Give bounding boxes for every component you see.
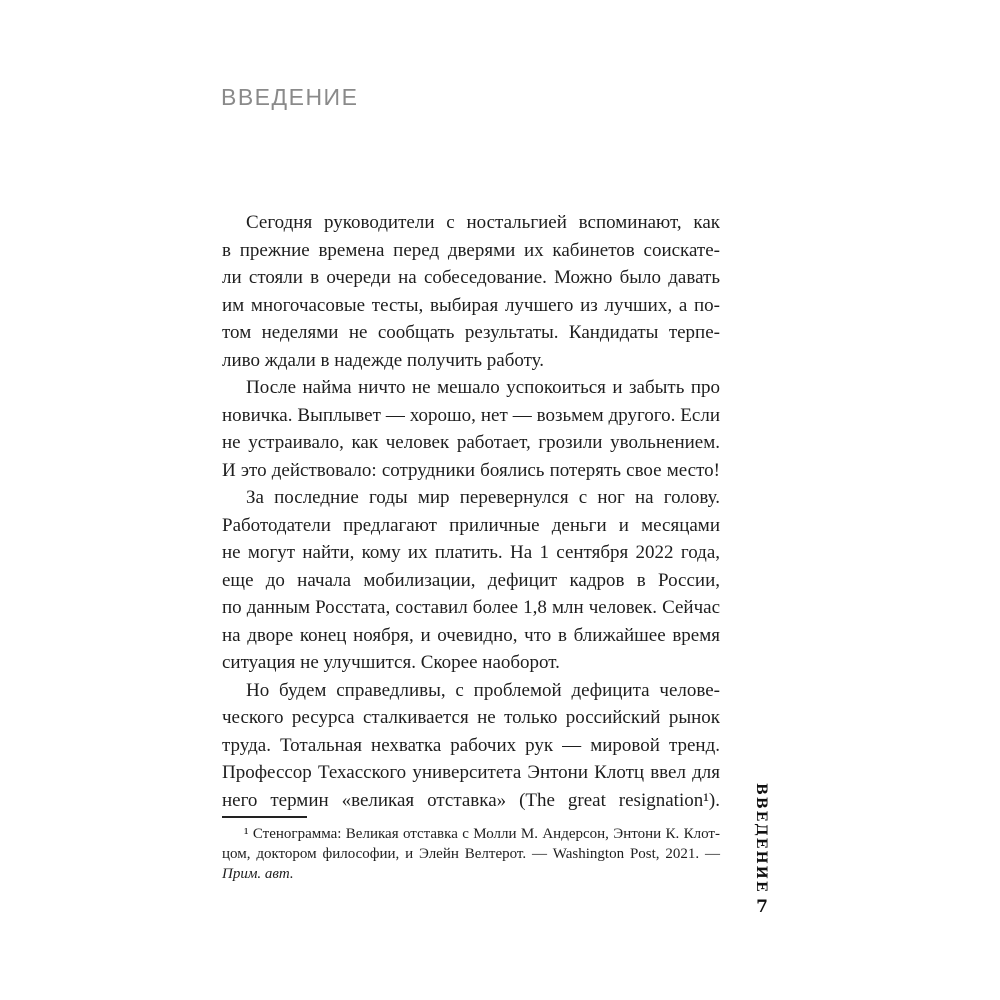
paragraph-line: Профессор Техасского университета Энтони Клотц ввел для xyxy=(222,762,720,783)
paragraph-line: не могут найти, кому их платить. На 1 сентября 2022 года, xyxy=(222,542,720,563)
paragraph-line: Сегодня руководители с ностальгией вспоминают, как xyxy=(246,212,720,233)
paragraph-line: в прежние времена перед дверями их кабинетов соискате- xyxy=(222,239,720,261)
footnote-line: цом, доктором философии, и Элейн Велтерот. — Washington Post, 2021. — xyxy=(222,846,720,862)
paragraph-line: За последние годы мир перевернулся с ног на голову. xyxy=(246,487,720,508)
paragraph-line: том неделями не сообщать результаты. Кандидаты терпе- xyxy=(222,322,720,343)
footnote-rule xyxy=(222,816,307,818)
paragraph-line: новичка. Выплывет — хорошо, нет — возьмем другого. Если xyxy=(222,404,720,426)
footnote-line: ¹ Стенограмма: Великая отставка с Молли М. Андерсон, Энтони К. Клот- xyxy=(244,826,720,842)
paragraph-line: него термин «великая отставка» (The great resignation¹). xyxy=(222,789,720,811)
paragraph-line: ситуация не улучшится. Скорее наоборот. xyxy=(222,652,560,673)
paragraph-line: труда. Тотальная нехватка рабочих рук — мировой тренд. xyxy=(222,734,720,756)
footnote-line: Прим. авт. xyxy=(222,866,294,882)
paragraph-line: ческого ресурса сталкивается не только российский рынок xyxy=(222,707,720,728)
paragraph-line: им многочасовые тесты, выбирая лучшего из лучших, а по- xyxy=(222,294,720,316)
chapter-heading: ВВЕДЕНИЕ xyxy=(221,84,359,110)
paragraph-line: на дворе конец ноября, и очевидно, что в ближайшее время xyxy=(222,624,720,646)
paragraph-line: После найма ничто не мешало успокоиться и забыть про xyxy=(246,377,720,398)
footnote xyxy=(222,816,720,884)
page-number: 7 xyxy=(756,897,768,917)
paragraph-line: не устраивало, как человек работает, грозили увольнением. xyxy=(222,432,720,453)
paragraph-line: по данным Росстата, составил более 1,8 млн человек. Сейчас xyxy=(222,597,720,618)
paragraph-line: Но будем справедливы, с проблемой дефицита челове- xyxy=(246,679,720,701)
margin-chapter-label: ВВЕДЕНИЕ xyxy=(753,783,769,894)
paragraph-line: еще до начала мобилизации, дефицит кадров в России, xyxy=(222,569,720,591)
body-text xyxy=(222,209,720,814)
paragraph-line: ли стояли в очереди на собеседование. Можно было давать xyxy=(222,267,720,288)
paragraph-line: Работодатели предлагают приличные деньги и месяцами xyxy=(222,514,720,536)
paragraph-line: И это действовало: сотрудники боялись потерять свое место! xyxy=(222,459,720,481)
paragraph-line: ливо ждали в надежде получить работу. xyxy=(222,349,545,371)
